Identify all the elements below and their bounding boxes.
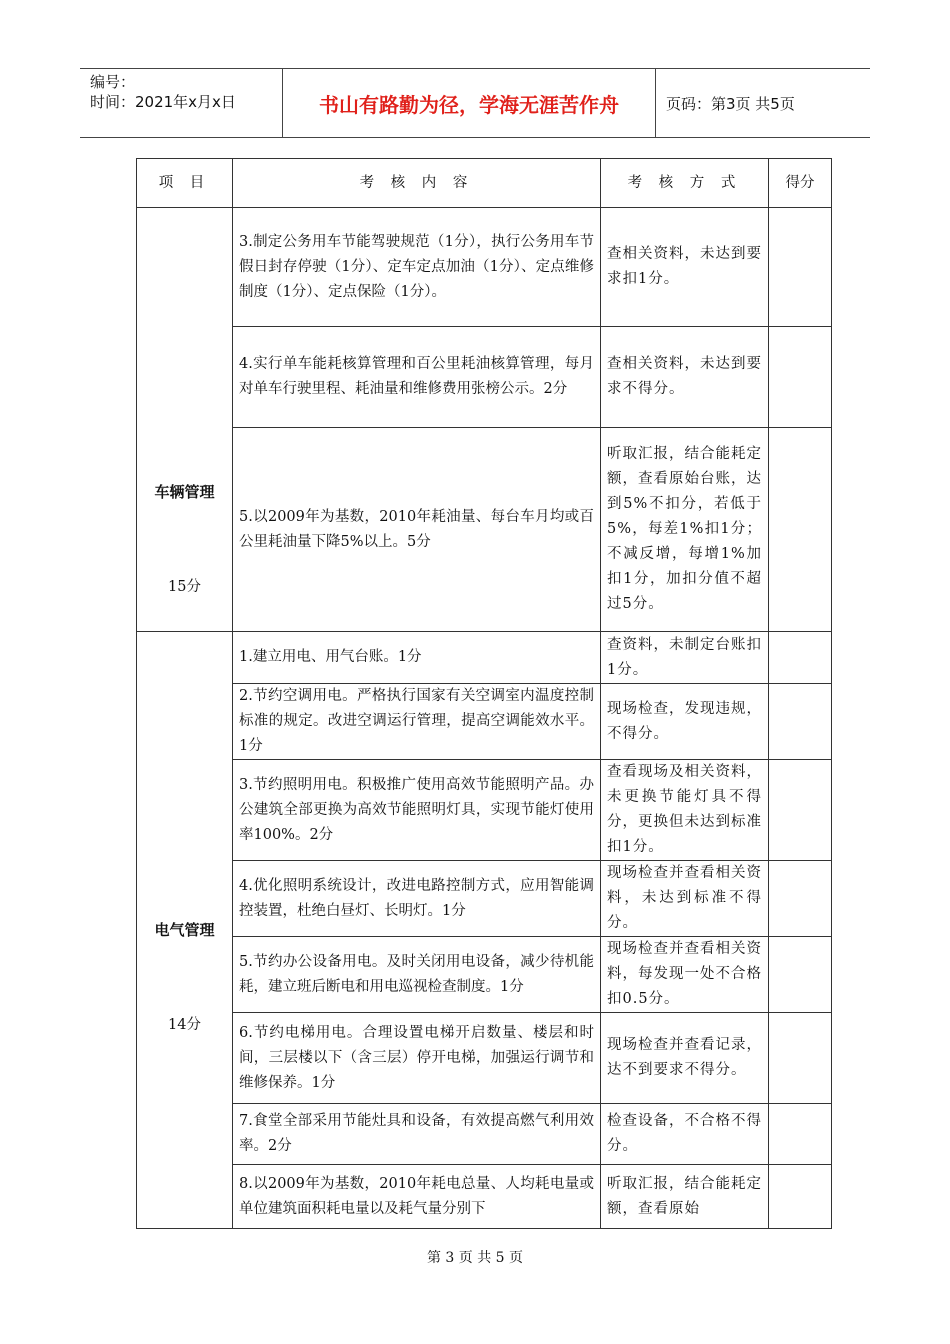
row-method: 查看现场及相关资料，未更换节能灯具不得分，更换但未达到标准扣1分。 <box>601 760 769 861</box>
row-method: 现场检查，发现违规，不得分。 <box>601 684 769 760</box>
row-method: 现场检查并查看相关资料，每发现一处不合格扣0.5分。 <box>601 937 769 1013</box>
row-content: 4.实行单车能耗核算管理和百公里耗油核算管理，每月对单车行驶里程、耗油量和维修费用张榜公示。2分 <box>233 327 601 428</box>
row-method: 现场检查并查看相关资料，未达到标准不得分。 <box>601 861 769 937</box>
score-cell[interactable] <box>769 208 832 327</box>
row-content: 6.节约电梯用电。合理设置电梯开启数量、楼层和时间，三层楼以下（含三层）停开电梯，加强运行调节和维修保养。1分 <box>233 1013 601 1104</box>
category-name: 车辆管理 <box>154 482 215 501</box>
row-content: 5.节约办公设备用电。及时关闭用电设备，减少待机能耗，建立班后断电和用电巡视检查制度。1分 <box>233 937 601 1013</box>
category-points: 14分 <box>168 1016 201 1033</box>
col-header-item: 项 目 <box>137 159 233 208</box>
row-method: 听取汇报，结合能耗定额，查看原始台账，达到5%不扣分，若低于5%，每差1%扣1分；不减反增，每增1%加扣1分，加扣分值不超过5分。 <box>601 428 769 632</box>
category-name: 电气管理 <box>154 920 215 939</box>
row-content: 8.以2009年为基数，2010年耗电总量、人均耗电量或单位建筑面积耗电量以及耗气量分别下 <box>233 1165 601 1229</box>
table-row <box>137 428 832 632</box>
row-content: 3.制定公务用车节能驾驶规范（1分），执行公务用车节假日封存停驶（1分）、定车定点加油（1分）、定点维修制度（1分）、定点保险（1分）。 <box>233 208 601 327</box>
row-method: 现场检查并查看记录，达不到要求不得分。 <box>601 1013 769 1104</box>
table-row <box>137 1013 832 1104</box>
table-row <box>137 937 832 1013</box>
category-points: 15分 <box>168 578 201 595</box>
assessment-table <box>136 158 832 1229</box>
score-cell[interactable] <box>769 632 832 684</box>
col-header-content: 考 核 内 容 <box>233 159 601 208</box>
category-vehicle <box>137 208 233 632</box>
category-electric <box>137 632 233 1229</box>
row-content: 1.建立用电、用气台账。1分 <box>233 632 601 684</box>
row-content: 7.食堂全部采用节能灶具和设备，有效提高燃气利用效率。2分 <box>233 1104 601 1165</box>
page-footer: 第 3 页 共 5 页 <box>426 1250 524 1266</box>
header-meta <box>80 69 282 137</box>
table-row <box>137 1104 832 1165</box>
row-content: 3.节约照明用电。积极推广使用高效节能照明产品。办公建筑全部更换为高效节能照明灯具，实现节能灯使用率100%。2分 <box>233 760 601 861</box>
table-row <box>137 861 832 937</box>
score-cell[interactable] <box>769 861 832 937</box>
table-row <box>137 684 832 760</box>
row-method: 查相关资料，未达到要求不得分。 <box>601 327 769 428</box>
score-cell[interactable] <box>769 684 832 760</box>
table-row <box>137 632 832 684</box>
row-content: 4.优化照明系统设计，改进电路控制方式，应用智能调控装置，杜绝白昼灯、长明灯。1分 <box>233 861 601 937</box>
table-header-row <box>137 159 832 208</box>
table-row <box>137 327 832 428</box>
table-row <box>137 208 832 327</box>
document-header <box>80 68 870 138</box>
score-cell[interactable] <box>769 1165 832 1229</box>
score-cell[interactable] <box>769 760 832 861</box>
time-label: 时间：2021年x月x日 <box>90 93 236 111</box>
row-content: 2.节约空调用电。严格执行国家有关空调室内温度控制标准的规定。改进空调运行管理，提高空调能效水平。1分 <box>233 684 601 760</box>
row-method: 查相关资料，未达到要求扣1分。 <box>601 208 769 327</box>
page-info: 页码：第3页 共5页 <box>666 94 795 113</box>
row-content: 5.以2009年为基数，2010年耗油量、每台车月均或百公里耗油量下降5%以上。5分 <box>233 428 601 632</box>
number-label: 编号： <box>90 73 136 91</box>
score-cell[interactable] <box>769 327 832 428</box>
score-cell[interactable] <box>769 1104 832 1165</box>
motto: 书山有路勤为径，学海无涯苦作舟 <box>282 69 656 137</box>
table-row <box>137 1165 832 1229</box>
col-header-score: 得分 <box>769 159 832 208</box>
row-method: 检查设备，不合格不得分。 <box>601 1104 769 1165</box>
score-cell[interactable] <box>769 937 832 1013</box>
row-method: 听取汇报，结合能耗定额，查看原始 <box>601 1165 769 1229</box>
score-cell[interactable] <box>769 1013 832 1104</box>
score-cell[interactable] <box>769 428 832 632</box>
col-header-method: 考 核 方 式 <box>601 159 769 208</box>
table-row <box>137 760 832 861</box>
row-method: 查资料，未制定台账扣1分。 <box>601 632 769 684</box>
